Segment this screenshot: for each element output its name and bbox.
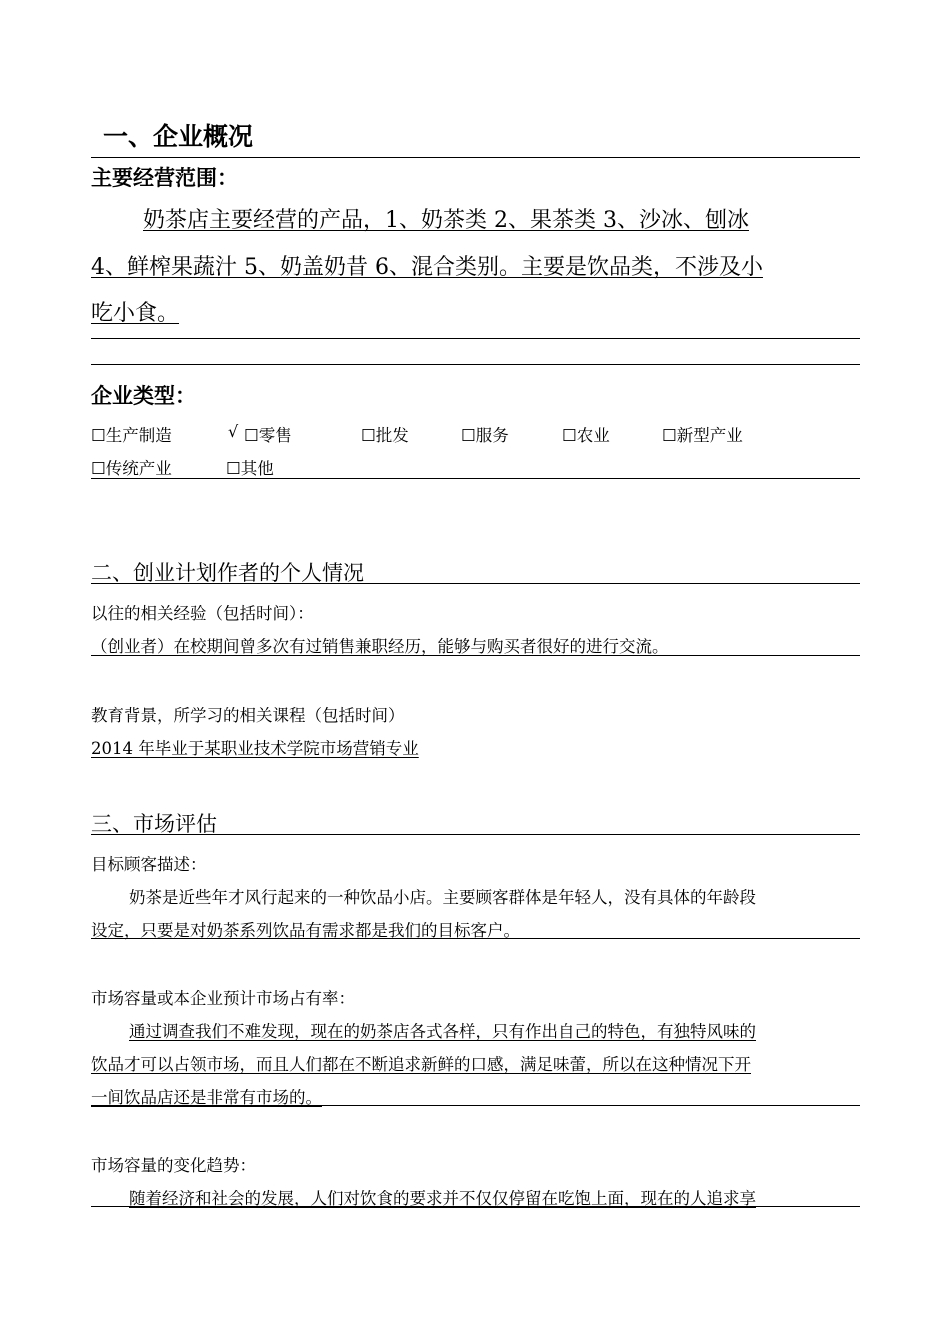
target-customer-label: 目标顾客描述： [91,855,207,874]
checkbox-manufacturing[interactable]: ☐生产制造 [91,426,172,445]
business-scope-line: 奶茶店主要经营的产品，1、奶茶类 2、果茶类 3、沙冰、刨冰 [143,208,749,233]
experience-text: （创业者）在校期间曾多次有过销售兼职经历，能够与购买者很好的进行交流。 [91,637,669,656]
market-capacity-line: 一间饮品店还是非常有市场的。 [91,1088,322,1107]
market-capacity-line: 通过调查我们不难发现，现在的奶茶店各式各样，只有作出自己的特色，有独特风味的 [129,1022,756,1041]
section-2-title: 二、创业计划作者的个人情况 [91,561,364,585]
target-customer-line: 设定，只要是对奶茶系列饮品有需求都是我们的目标客户。 [91,921,520,940]
divider [91,938,860,939]
divider [91,583,860,584]
checkbox-retail[interactable]: ☐零售 [244,426,292,445]
section-3-title: 三、市场评估 [91,812,217,836]
divider [91,834,860,835]
checkbox-agriculture[interactable]: ☐农业 [562,426,610,445]
divider [91,1206,860,1207]
checkbox-service[interactable]: ☐服务 [461,426,509,445]
experience-label: 以往的相关经验（包括时间）： [91,604,314,623]
business-scope-label: 主要经营范围： [91,166,238,190]
market-capacity-line: 饮品才可以占领市场，而且人们都在不断追求新鲜的口感，满足味蕾，所以在这种情况下开 [91,1055,751,1074]
check-mark-icon: √ [228,422,239,441]
divider [91,157,860,158]
divider [91,1105,860,1106]
checkbox-traditional-industry[interactable]: ☐传统产业 [91,459,172,478]
checkbox-other[interactable]: ☐其他 [226,459,274,478]
market-capacity-label: 市场容量或本企业预计市场占有率： [91,989,355,1008]
business-scope-line: 4、鲜榨果蔬汁 5、奶盖奶昔 6、混合类别。主要是饮品类，不涉及小 [91,255,763,280]
checkbox-new-industry[interactable]: ☐新型产业 [662,426,743,445]
education-text: 2014 年毕业于某职业技术学院市场营销专业 [91,739,419,758]
divider [91,655,860,656]
market-trend-label: 市场容量的变化趋势： [91,1156,256,1175]
section-1-title: 一、企业概况 [103,122,254,151]
business-scope-line: 吃小食。 [91,301,180,326]
divider [91,338,860,339]
market-trend-line: 随着经济和社会的发展，人们对饮食的要求并不仅仅停留在吃饱上面，现在的人追求享 [129,1189,756,1208]
checkbox-wholesale[interactable]: ☐批发 [361,426,409,445]
education-label: 教育背景，所学习的相关课程（包括时间） [91,706,405,725]
target-customer-line: 奶茶是近些年才风行起来的一种饮品小店。主要顾客群体是年轻人，没有具体的年龄段 [129,888,756,907]
divider [91,364,860,365]
enterprise-type-label: 企业类型： [91,384,196,408]
divider [91,478,860,479]
